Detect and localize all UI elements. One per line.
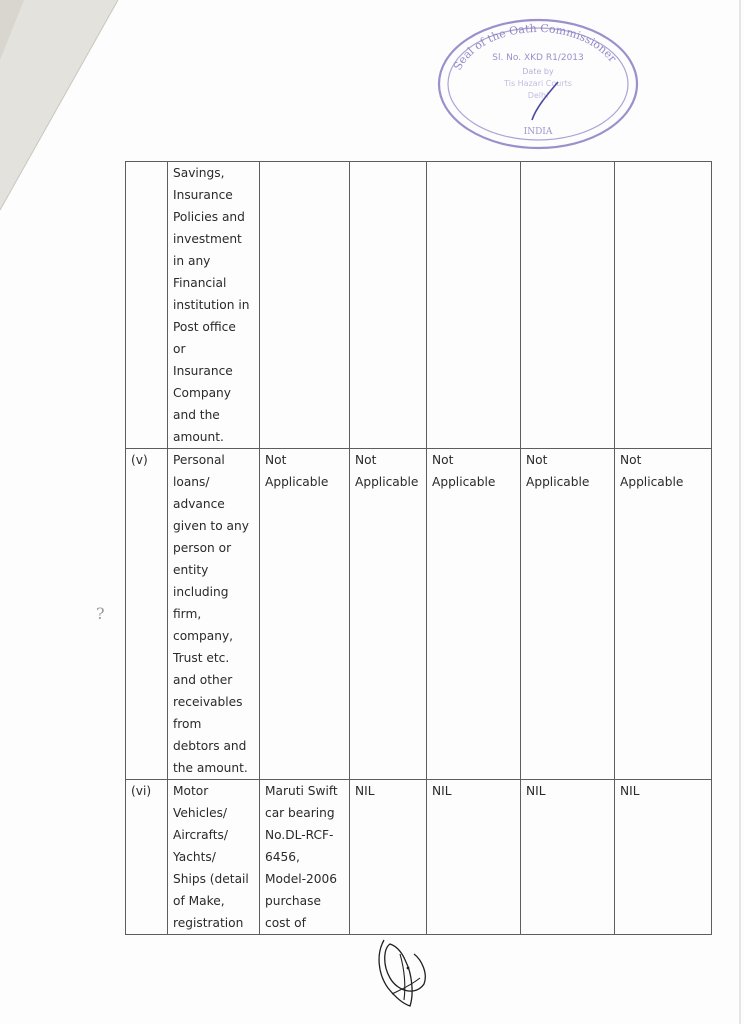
svg-text:Sl. No. XKD R1/2013: Sl. No. XKD R1/2013 xyxy=(492,53,584,63)
assets-table xyxy=(125,161,712,935)
value-cell xyxy=(260,162,350,449)
oath-commissioner-seal xyxy=(436,16,640,152)
value-cell: Not Applicable xyxy=(427,449,521,780)
svg-text:Tis Hazari Courts: Tis Hazari Courts xyxy=(504,79,572,88)
serial-cell: (v) xyxy=(126,449,168,780)
value-cell xyxy=(615,162,712,449)
serial-cell: (vi) xyxy=(126,780,168,935)
value-cell: Not Applicable xyxy=(350,449,427,780)
table-row xyxy=(126,162,712,449)
value-cell: Not Applicable xyxy=(615,449,712,780)
svg-text:Seal of the Oath Commissioner: Seal of the Oath Commissioner xyxy=(451,21,620,73)
value-cell: NIL xyxy=(615,780,712,935)
serial-cell xyxy=(126,162,168,449)
value-cell: Not Applicable xyxy=(260,449,350,780)
value-cell: Not Applicable xyxy=(521,449,615,780)
value-cell: Maruti Swift car bearing No.DL-RCF- 6456, Model-2006 purchase cost of xyxy=(260,780,350,935)
value-cell xyxy=(427,162,521,449)
handwritten-signature xyxy=(370,934,430,1014)
description-cell: Savings, Insurance Policies and investment in any Financial institution in Post office or Insurance Company and the amount. xyxy=(168,162,260,449)
margin-pencil-mark: ? xyxy=(96,604,105,623)
description-cell: Motor Vehicles/ Aircrafts/ Yachts/ Ships (detail of Make, registration xyxy=(168,780,260,935)
table-row xyxy=(126,449,712,780)
svg-text:Date by: Date by xyxy=(522,67,554,76)
value-cell xyxy=(521,162,615,449)
value-cell xyxy=(350,162,427,449)
value-cell: NIL xyxy=(521,780,615,935)
value-cell: NIL xyxy=(427,780,521,935)
svg-text:Delhi: Delhi xyxy=(527,91,549,100)
svg-text:INDIA: INDIA xyxy=(523,127,553,137)
table-row xyxy=(126,780,712,935)
description-cell: Personal loans/ advance given to any person or entity including firm, company, Trust etc. and other receivables from debtors and the amount. xyxy=(168,449,260,780)
value-cell: NIL xyxy=(350,780,427,935)
